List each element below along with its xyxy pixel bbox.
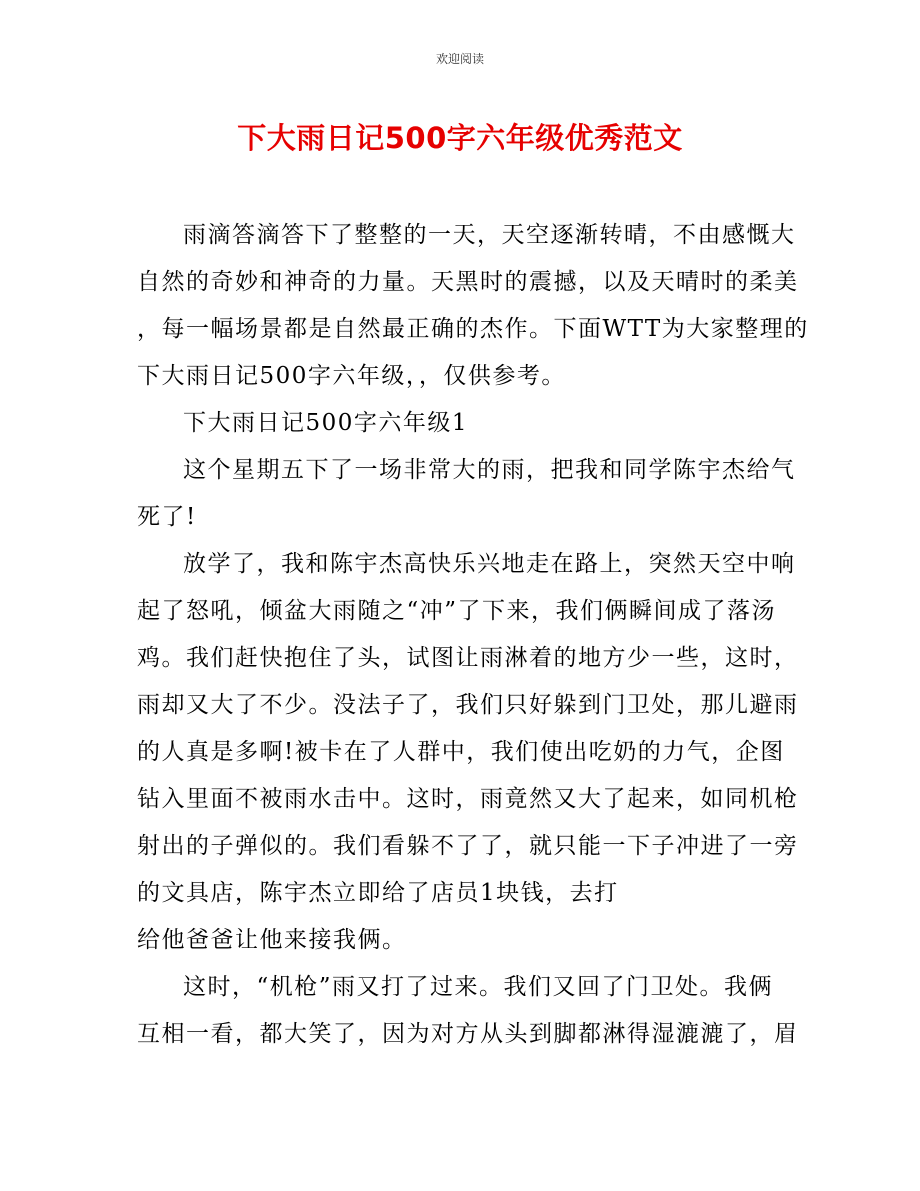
paragraph-intro xyxy=(137,212,809,400)
paragraph xyxy=(137,541,799,964)
text-line: 放学了，我和陈宇杰高快乐兴地走在路上，突然天空中响 xyxy=(183,551,796,577)
text-line: 的文具店，陈宇杰立即给了店员1块钱，去打 xyxy=(137,880,619,906)
document-body xyxy=(137,212,809,1058)
document-title: 下大雨日记500字六年级优秀范文 xyxy=(237,121,683,155)
text-line: 射出的子弹似的。我们看躲不了了，就只能一下子冲进了一旁 xyxy=(137,833,799,859)
text-line: 给他爸爸让他来接我俩。 xyxy=(137,927,407,953)
text-line: 雨却又大了不少。没法子了，我们只好躲到门卫处，那儿避雨 xyxy=(137,692,799,718)
text-line: 的人真是多啊!被卡在了人群中，我们使出吃奶的力气，企图 xyxy=(137,739,785,765)
text-line: 这时，“机枪”雨又打了过来。我们又回了门卫处。我俩 xyxy=(183,974,774,1000)
text-line: 死了! xyxy=(137,504,197,530)
text-line: 鸡。我们赶快抱住了头，试图让雨淋着的地方少一些，这时， xyxy=(137,645,799,671)
text-line: 这个星期五下了一场非常大的雨，把我和同学陈宇杰给气 xyxy=(183,457,796,483)
text-line: 雨滴答滴答下了整整的一天，天空逐渐转晴，不由感慨大 xyxy=(183,222,796,248)
paragraph xyxy=(137,447,796,541)
paragraph xyxy=(137,964,799,1058)
text-line: 互相一看，都大笑了，因为对方从头到脚都淋得湿漉漉了，眉 xyxy=(137,1021,799,1047)
text-line: ，每一幅场景都是自然最正确的杰作。下面WTT为大家整理的 xyxy=(137,316,809,342)
text-line: 起了怒吼，倾盆大雨随之“冲”了下来，我们俩瞬间成了落汤 xyxy=(137,598,777,624)
text-line: 下大雨日记500字六年级，，仅供参考。 xyxy=(137,363,566,389)
text-line: 自然的奇妙和神奇的力量。天黑时的震撼，以及天晴时的柔美 xyxy=(137,269,799,295)
text-line: 钻入里面不被雨水击中。这时，雨竟然又大了起来，如同机枪 xyxy=(137,786,799,812)
text-line: 下大雨日记500字六年级1 xyxy=(183,410,469,436)
section-heading xyxy=(137,400,787,447)
header-note: 欢迎阅读 xyxy=(435,52,484,66)
